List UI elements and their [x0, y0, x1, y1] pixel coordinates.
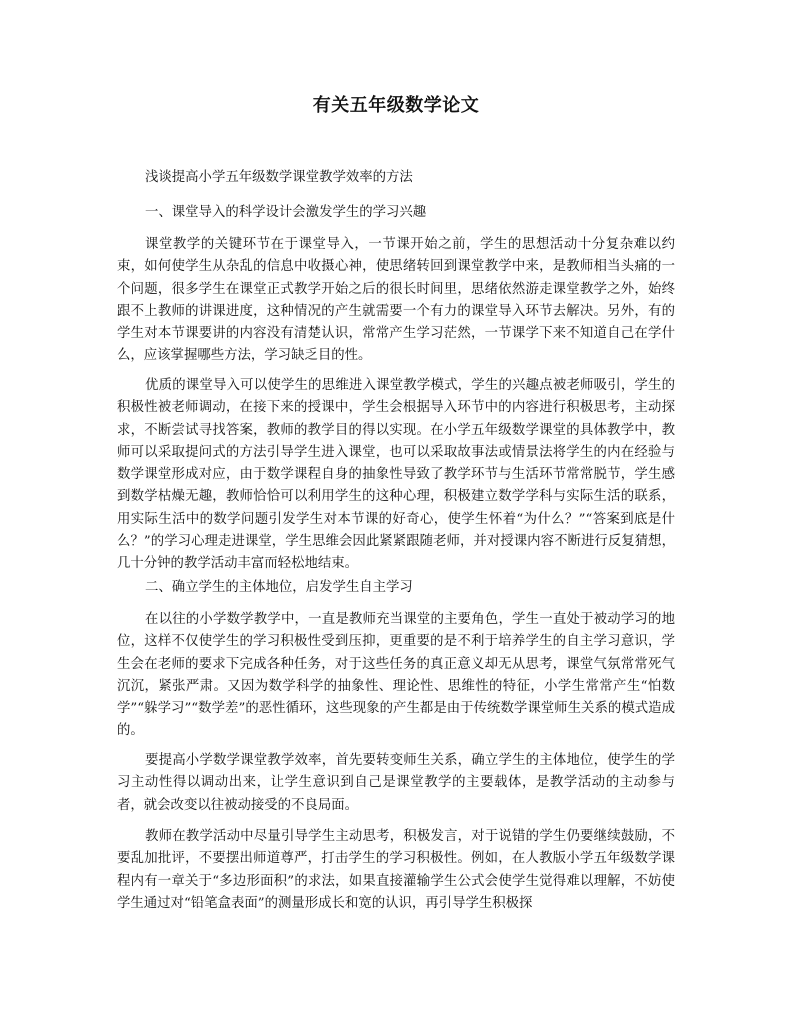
paragraph-5: 教师在教学活动中尽量引导学生主动思考，积极发言，对于说错的学生仍要继续鼓励，不要乱加批评，不要摆出师道尊严，打击学生的学习积极性。例如，在人教版小学五年级数学课程内有一章关于“多边形面积”的求法，如果直接灌输学生公式会使学生觉得难以理解，不妨使学生通过对“铅笔盒表面”的测量形成长和宽的认识，再引导学生积极探 — [117, 829, 675, 911]
paragraph-4: 要提高小学数学课堂教学效率，首先要转变师生关系，确立学生的主体地位，使学生的学习主动性得以调动出来，让学生意识到自己是课堂教学的主要载体，是教学活动的主动参与者，就会改变以往被动接受的不良局面。 — [117, 753, 675, 813]
document-title: 有关五年级数学论文 — [312, 95, 480, 116]
paragraph-2: 优质的课堂导入可以使学生的思维进入课堂教学模式，学生的兴趣点被老师吸引，学生的积极性被老师调动，在接下来的授课中，学生会根据导入环节中的内容进行积极思考，主动探求，不断尝试寻找答案，教师的教学目的得以实现。在小学五年级数学课堂的具体教学中，教师可以采取提问式的方法引导学生进入课堂，也可以采取故事法或情景法将学生的内在经验与数学课堂形成对应，由于数学课程自身的抽象性导致了教学环节与生活环节常常脱节，学生感到数学枯燥无趣，教师恰恰可以利用学生的这种心理，积极建立数学学科与实际生活的联系，用实际生活中的数学问题引发学生对本节课的好奇心，使学生怀着“为什么？”“答案到底是什么？”的学习心理走进课堂，学生思维会因此紧紧跟随老师，并对授课内容不断进行反复猜想，几十分钟的教学活动丰富而轻松地结束。 — [117, 378, 675, 572]
paragraph-3: 在以往的小学数学教学中，一直是教师充当课堂的主要角色，学生一直处于被动学习的地位，这样不仅使学生的学习积极性受到压抑，更重要的是不利于培养学生的自主学习意识，学生会在老师的要求下完成各种任务，对于这些任务的真正意义却无从思考，课堂气氛常常死气沉沉，紧张严肃。又因为数学科学的抽象性、理论性、思维性的特征，小学生常常产生“怕数学”“躲学习”“数学差”的恶性循环，这些现象的产生都是由于传统数学课堂师生关系的模式造成的。 — [117, 612, 675, 739]
section-heading-1: 一、课堂导入的科学设计会激发学生的学习兴趣 — [145, 205, 427, 220]
section-heading-2: 二、确立学生的主体地位，启发学生自主学习 — [145, 580, 413, 595]
paragraph-1: 课堂教学的关键环节在于课堂导入，一节课开始之前，学生的思想活动十分复杂难以约束，如何使学生从杂乱的信息中收摄心神，使思绪转回到课堂教学中来，是教师相当头痛的一个问题，很多学生在课堂正式教学开始之后的很长时间里，思绪依然游走课堂教学之外，始终跟不上教师的讲课进度，这种情况的产生就需要一个有力的课堂导入环节去解决。另外，有的学生对本节课要讲的内容没有清楚认识，常常产生学习茫然，一节课学下来不知道自己在学什么，应该掌握哪些方法，学习缺乏目的性。 — [117, 237, 675, 364]
subtitle: 浅谈提高小学五年级数学课堂教学效率的方法 — [145, 170, 413, 185]
